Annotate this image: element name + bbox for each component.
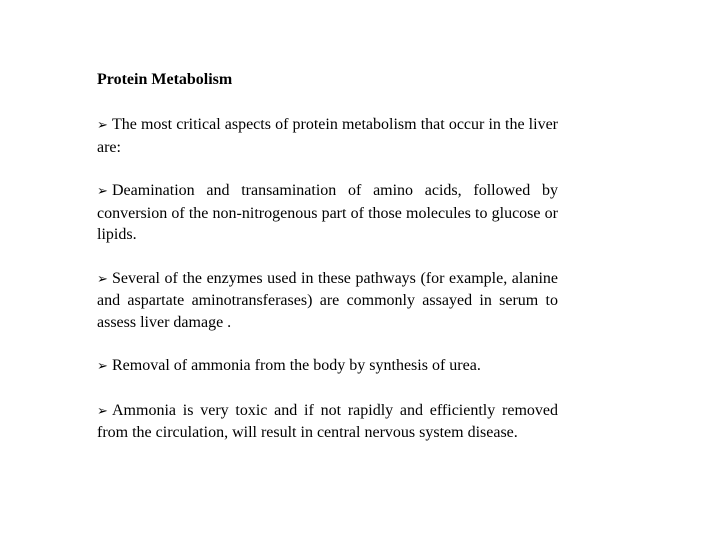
bullet-text: Deamination and transamination of amino acids, followed by conversion of the non-nitrogenous part of those molecules to glucose or lipids. xyxy=(97,182,558,243)
bullet-item xyxy=(97,180,558,246)
arrow-bullet-icon: ➢ xyxy=(97,184,108,199)
bullet-item xyxy=(97,268,558,334)
bullet-text: The most critical aspects of protein metabolism that occur in the liver are: xyxy=(97,116,558,156)
bullet-text: Several of the enzymes used in these pathways (for example, alanine and aspartate aminotransferases) are commonly assayed in serum to assess liver damage . xyxy=(97,269,558,331)
bullet-item xyxy=(97,400,558,444)
arrow-bullet-icon: ➢ xyxy=(97,118,108,133)
arrow-bullet-icon: ➢ xyxy=(97,403,108,419)
slide-title: Protein Metabolism xyxy=(97,71,233,88)
arrow-bullet-icon: ➢ xyxy=(97,271,108,287)
bullet-text: Removal of ammonia from the body by synthesis of urea. xyxy=(112,357,481,374)
bullet-item xyxy=(97,355,558,378)
slide-content xyxy=(97,70,558,466)
bullet-item xyxy=(97,114,558,158)
bullet-text: Ammonia is very toxic and if not rapidly and efficiently removed from the circulation, will result in central nervous system disease. xyxy=(97,401,558,441)
arrow-bullet-icon: ➢ xyxy=(97,359,108,374)
